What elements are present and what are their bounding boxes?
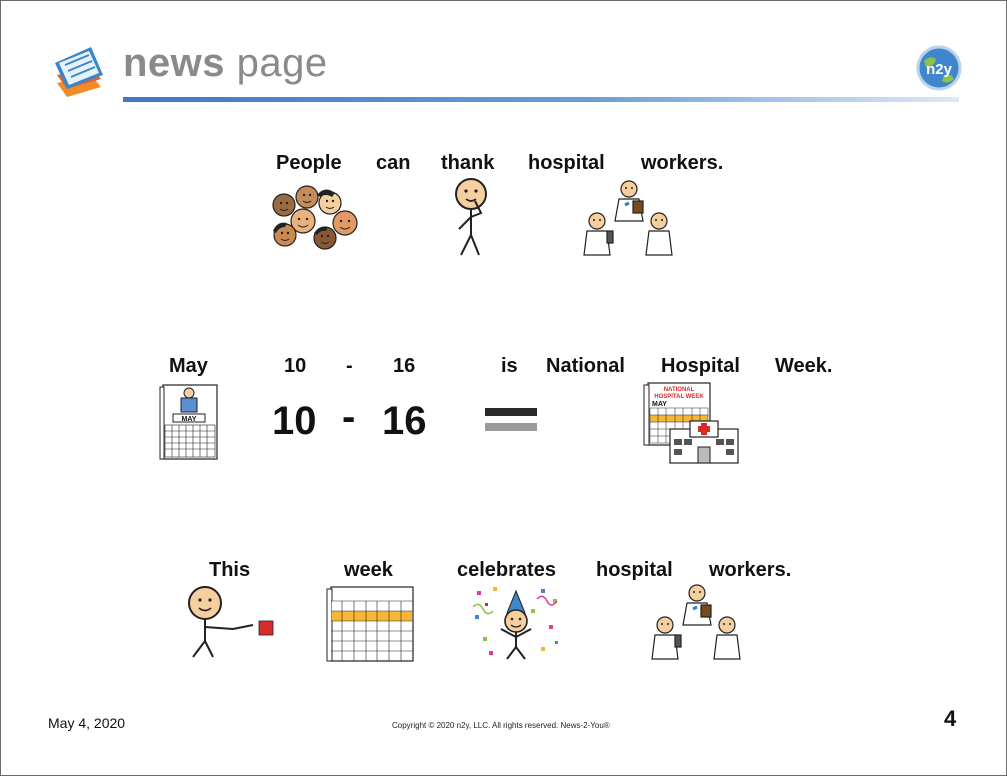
poster-line1: NATIONAL <box>663 387 695 393</box>
big-sixteen: 16 <box>382 399 427 443</box>
hospital-workers-icon <box>581 179 677 259</box>
title-page: page <box>236 41 328 85</box>
page-title <box>123 41 328 86</box>
word-workers-3: workers. <box>709 559 792 581</box>
n2y-badge-icon <box>916 45 962 91</box>
newspaper-logo-icon <box>51 45 107 103</box>
word-celebrates: celebrates <box>457 559 556 581</box>
poster-month: MAY <box>652 401 667 408</box>
copyright-notice: Copyright © 2020 n2y, LLC. All rights reserved. News-2-You® <box>392 721 610 730</box>
word-thank: thank <box>441 152 495 174</box>
poster-line2: HOSPITAL WEEK <box>654 394 704 400</box>
page-number: 4 <box>944 706 957 731</box>
word-hospital: hospital <box>528 152 605 174</box>
word-hospital-3: hospital <box>596 559 673 581</box>
word-week-3: week <box>344 559 393 581</box>
hospital-week-calendar-icon <box>642 381 742 465</box>
title-underline <box>123 97 959 102</box>
word-week: Week. <box>775 355 833 377</box>
word-may: May <box>169 355 208 377</box>
word-ten: 10 <box>284 355 307 377</box>
hospital-workers-icon-2 <box>649 583 745 663</box>
big-ten: 10 <box>272 399 317 443</box>
badge-label: n2y <box>926 61 952 78</box>
calendar-month-label: MAY <box>181 416 197 423</box>
week-calendar-icon <box>325 585 415 663</box>
pointing-figure-icon <box>183 585 279 661</box>
title-news: news <box>123 41 226 85</box>
footer-date: May 4, 2020 <box>48 715 126 731</box>
word-this: This <box>209 559 251 581</box>
word-can: can <box>376 152 411 174</box>
equals-icon <box>485 408 537 434</box>
word-workers: workers. <box>641 152 724 174</box>
word-is: is <box>501 355 518 377</box>
word-dash: - <box>346 355 353 377</box>
word-sixteen: 16 <box>393 355 416 377</box>
people-group-icon <box>267 183 363 253</box>
word-people: People <box>276 152 342 174</box>
thank-figure-icon <box>445 177 497 259</box>
word-national: National <box>546 355 625 377</box>
may-calendar-icon <box>159 383 221 463</box>
big-dash: - <box>342 395 356 439</box>
word-hospital-2: Hospital <box>661 355 740 377</box>
celebration-figure-icon <box>471 585 561 661</box>
